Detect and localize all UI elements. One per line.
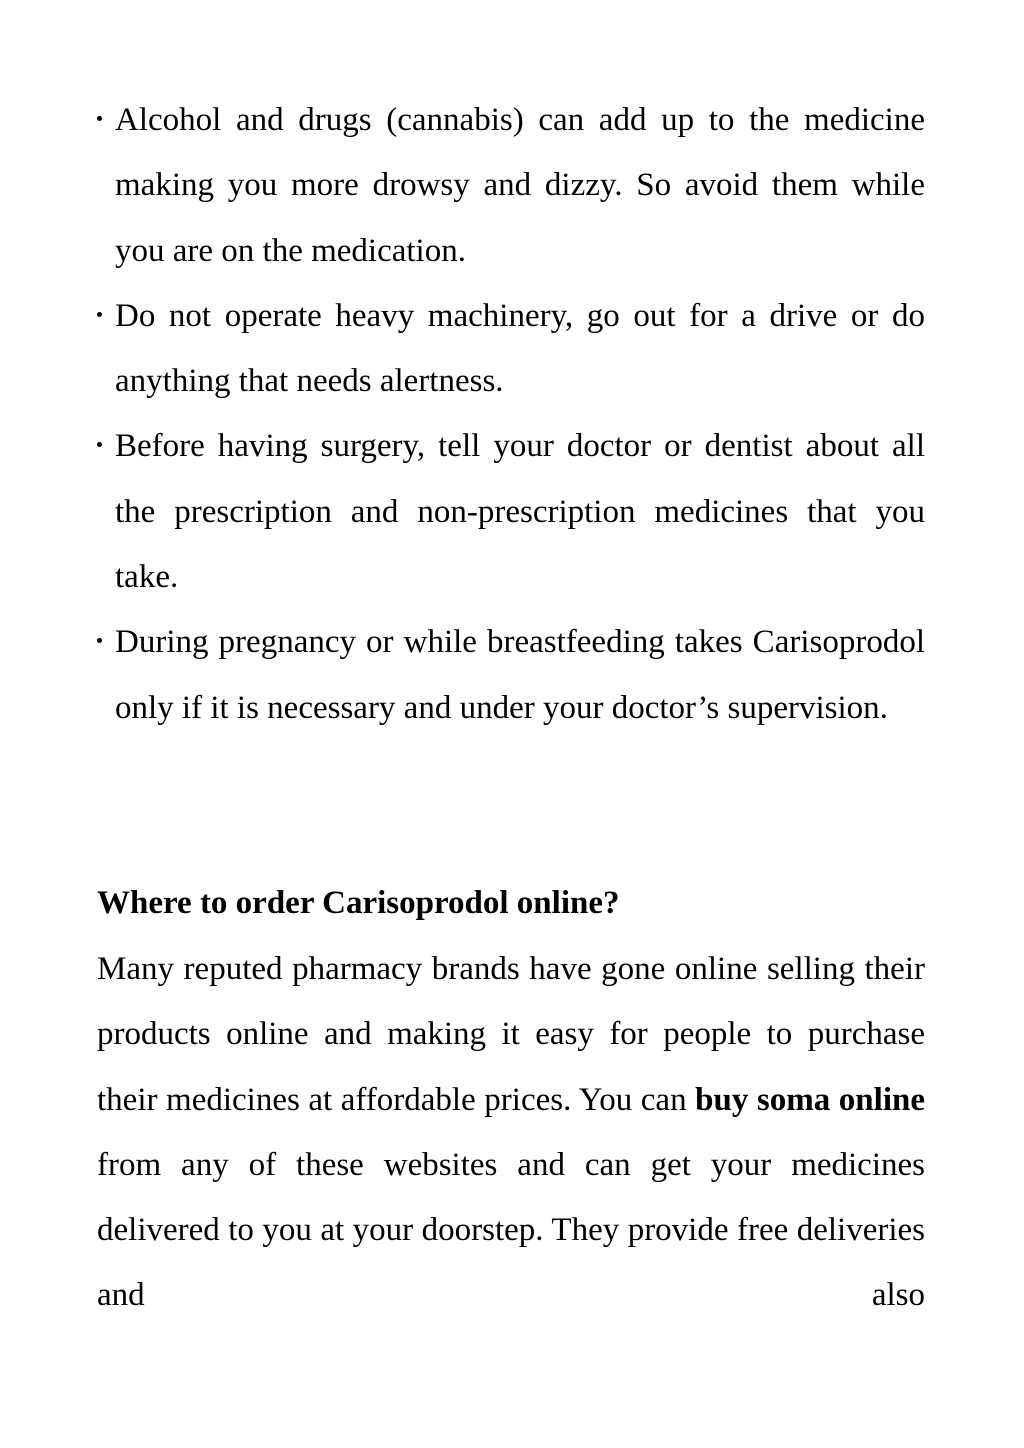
bullet-icon	[97, 638, 102, 643]
body-paragraph	[97, 937, 925, 1329]
list-item-text: Do not operate heavy machinery, go out for a drive or do anything that needs alertness.	[115, 297, 925, 400]
list-item	[97, 610, 925, 741]
emphasis-text: buy soma online	[695, 1081, 925, 1118]
bullet-icon	[97, 116, 102, 121]
list-item-text: Before having surgery, tell your doctor or dentist about all the prescription and non-prescription medicines that you take.	[115, 428, 925, 596]
list-item	[97, 88, 925, 284]
paragraph-text-start: Many reputed pharmacy brands have gone online selling their products online and making it easy for people to purchase their medicines at affordable prices. You can	[97, 951, 925, 1118]
bullet-icon	[97, 312, 102, 317]
list-item	[97, 414, 925, 610]
list-item-text: Alcohol and drugs (cannabis) can add up to the medicine making you more drowsy and dizzy. So avoid them while you are on the medication.	[115, 102, 925, 269]
list-item	[97, 284, 925, 415]
precautions-list	[97, 88, 925, 741]
section-heading: Where to order Carisoprodol online?	[97, 885, 620, 921]
paragraph-text-end: from any of these websites and can get your medicines delivered to you at your doorstep. They provide free deliveries and also	[97, 1146, 925, 1314]
bullet-icon	[97, 442, 102, 447]
list-item-text: During pregnancy or while breastfeeding takes Carisoprodol only if it is necessary and under your doctor’s supervision.	[115, 624, 925, 726]
